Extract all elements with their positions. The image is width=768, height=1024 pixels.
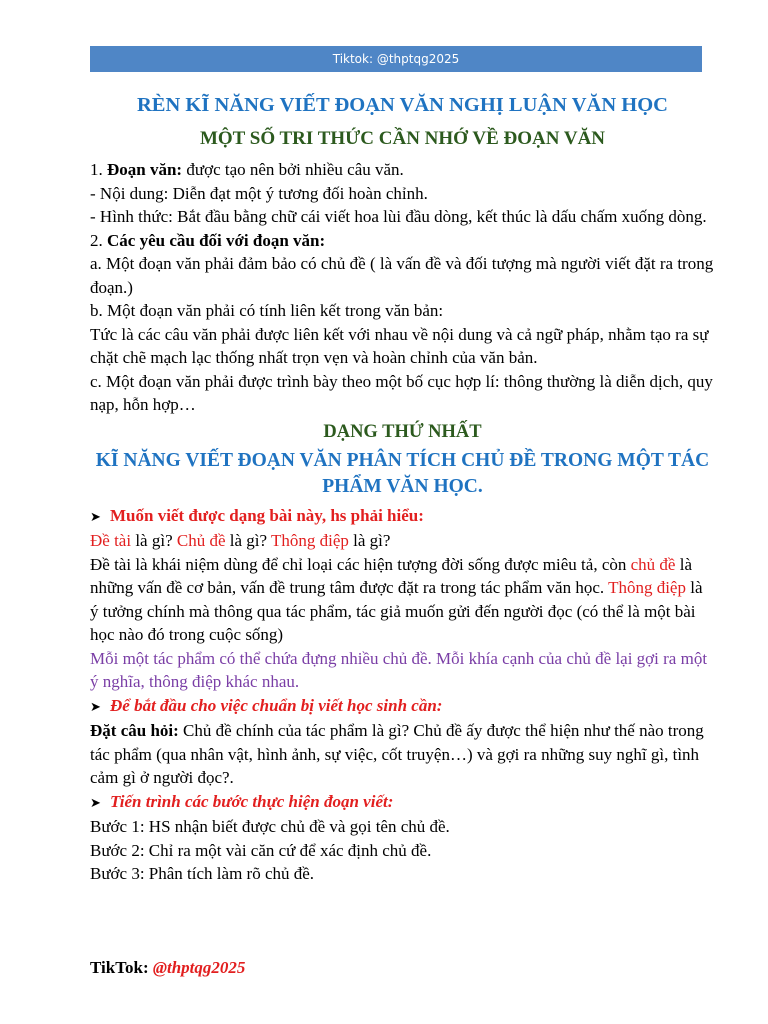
- term-chu-de: Chủ đề: [176, 531, 226, 550]
- item-number: 2.: [90, 230, 107, 250]
- requirement-b: b. Một đoạn văn phải có tính liên kết trong văn bản:: [90, 301, 444, 320]
- term-doan-van: Đoạn văn:: [107, 160, 183, 179]
- term-thong-diep: Thông điệp: [271, 531, 349, 550]
- term-ask-questions: Đặt câu hỏi:: [90, 721, 179, 740]
- ask-questions-paragraph: [90, 719, 715, 790]
- step-2: Bước 2: Chỉ ra một vài căn cứ để xác định chủ đề.: [90, 840, 432, 860]
- step-1: Bước 1: HS nhận biết được chủ đề và gọi tên chủ đề.: [90, 817, 450, 836]
- paragraph-requirements: [90, 229, 715, 253]
- item-number: 1.: [90, 160, 107, 179]
- term-thong-diep-inline: Thông điệp: [608, 578, 686, 597]
- form-one-subtitle: KĨ NĂNG VIẾT ĐOẠN VĂN PHÂN TÍCH CHỦ ĐỀ TRONG MỘT TÁC PHẨM VĂN HỌC.: [95, 449, 710, 497]
- footer-tiktok: [90, 958, 245, 978]
- text-fragment: là những vấn đề cơ bản, vấn đề trung tâm được đặt ra trong tác phẩm văn học.: [90, 554, 692, 597]
- arrowhead-bullet-icon: ➤: [90, 509, 101, 525]
- document-body: [90, 92, 715, 886]
- text-fragment: là gì?: [131, 531, 177, 550]
- text-fragment: Đề tài là khái niệm dùng để chỉ loại các hiện tượng đời sống được miêu tả, còn: [90, 554, 631, 574]
- theme-note: Mỗi một tác phẩm có thể chứa đựng nhiều chủ đề. Mỗi khía cạnh của chủ đề lại gợi ra một ý nghĩa, thông điệp khác nhau.: [90, 648, 708, 691]
- paragraph-doan-van: [90, 158, 715, 182]
- text-fragment: Chủ đề chính của tác phẩm là gì? Chủ đề ấy được thể hiện như thế nào trong tác phẩm (qua nhân vật, hình ảnh, sự việc, cốt truyện…) và gợi ra những suy nghĩ gì, tình cảm gì ở người đọc?.: [90, 721, 704, 787]
- arrowhead-bullet-icon: ➤: [90, 699, 101, 715]
- text-fragment: là gì?: [348, 531, 391, 550]
- step-3: Bước 3: Phân tích làm rõ chủ đề.: [90, 864, 315, 883]
- bullet-title: Để bắt đầu cho việc chuẩn bị viết học sinh cần:: [110, 695, 443, 715]
- definition-text: được tạo nên bởi nhiều câu văn.: [182, 160, 404, 179]
- tiktok-banner: Tiktok: @thptqg2025: [90, 46, 702, 72]
- requirement-b-detail: Tức là các câu văn phải được liên kết với nhau về nội dung và cả ngữ pháp, nhằm tạo ra sự chặt chẽ mạch lạc thống nhất trọn vẹn và hoàn chỉnh của văn bản.: [90, 324, 709, 367]
- section-title: MỘT SỐ TRI THỨC CẦN NHỚ VỀ ĐOẠN VĂN: [199, 128, 606, 149]
- requirement-c: c. Một đoạn văn phải được trình bày theo một bố cục hợp lí: thông thường là diễn dịch, quy nạp, hỗn hợp…: [90, 371, 713, 414]
- arrowhead-bullet-icon: ➤: [90, 795, 101, 811]
- text-fragment: là gì?: [225, 531, 271, 550]
- requirement-a: a. Một đoạn văn phải đảm bảo có chủ đề ( là vấn đề và đối tượng mà người viết đặt ra trong đoạn.): [90, 254, 714, 297]
- term-de-tai: Đề tài: [90, 531, 132, 550]
- form-line: - Hình thức: Bắt đầu bằng chữ cái viết hoa lùi đầu dòng, kết thúc là dấu chấm xuống dòng.: [90, 207, 707, 226]
- main-title: RÈN KĨ NĂNG VIẾT ĐOẠN VĂN NGHỊ LUẬN VĂN HỌC: [137, 94, 668, 116]
- questions-line: [90, 529, 715, 553]
- bullet-steps: [90, 790, 715, 816]
- form-one-title: DẠNG THỨ NHẤT: [323, 421, 482, 442]
- term-requirements: Các yêu cầu đối với đoạn văn:: [107, 230, 326, 250]
- bullet-title: Tiến trình các bước thực hiện đoạn viết:: [110, 791, 394, 811]
- bullet-prepare: [90, 694, 715, 720]
- text-fragment: là ý tưởng chính mà thông qua tác phẩm, tác giả muốn gửi đến người đọc (có thể là một bài học nào đó trong cuộc sống): [90, 578, 703, 644]
- term-chu-de-inline: chủ đề: [630, 554, 676, 574]
- bullet-understand: [90, 504, 715, 530]
- footer-label: TikTok:: [90, 958, 153, 977]
- footer-handle: @thptqg2025: [152, 958, 246, 977]
- bullet-title: Muốn viết được dạng bài này, hs phải hiểu:: [110, 505, 424, 525]
- content-line: - Nội dung: Diễn đạt một ý tương đối hoàn chỉnh.: [90, 183, 428, 203]
- definitions-paragraph: [90, 553, 715, 647]
